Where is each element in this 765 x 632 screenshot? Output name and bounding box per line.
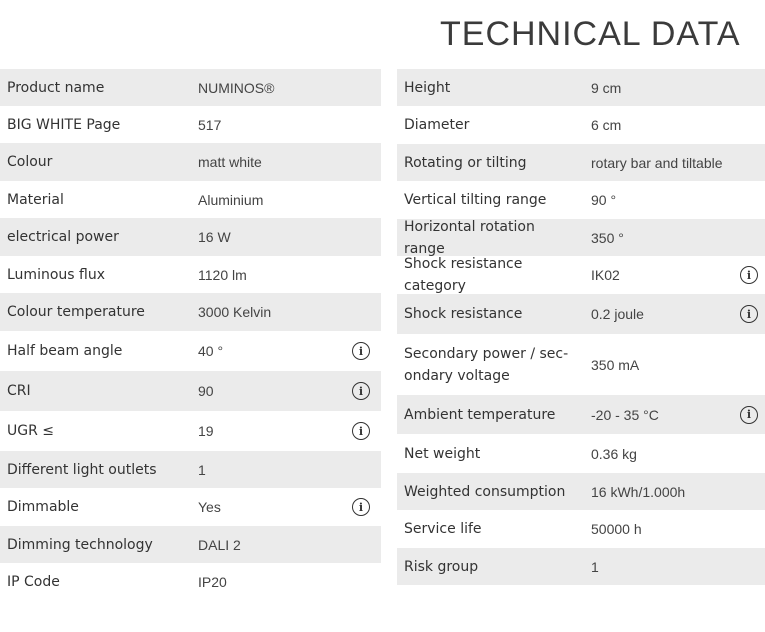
table-row bbox=[397, 144, 765, 181]
table-row bbox=[0, 451, 381, 488]
table-row bbox=[397, 181, 765, 219]
row-value: 350 mA bbox=[591, 356, 640, 373]
row-label: Rotating or tilting bbox=[404, 154, 527, 171]
info-icon[interactable]: i bbox=[740, 406, 758, 424]
row-value: DALI 2 bbox=[198, 536, 241, 553]
row-value: 1 bbox=[198, 461, 206, 478]
row-label: Shock resistance category bbox=[404, 256, 523, 294]
table-row bbox=[0, 331, 381, 371]
row-label: Diameter bbox=[404, 117, 470, 133]
row-value: Yes bbox=[198, 499, 221, 515]
table-row bbox=[397, 294, 765, 334]
row-value: 0.2 joule bbox=[591, 306, 644, 322]
row-label: Luminous flux bbox=[7, 266, 105, 283]
row-value: -20 - 35 °C bbox=[591, 406, 659, 423]
table-row bbox=[0, 293, 381, 331]
table-row bbox=[0, 256, 381, 293]
row-value: 16 W bbox=[198, 229, 231, 245]
info-icon[interactable]: i bbox=[740, 266, 758, 284]
info-icon[interactable]: i bbox=[352, 342, 370, 360]
row-label: Vertical tilting range bbox=[404, 192, 547, 208]
row-label: Product name bbox=[7, 79, 105, 96]
table-row bbox=[0, 69, 381, 106]
row-value: IK02 bbox=[591, 267, 620, 283]
row-value: 1120 lm bbox=[198, 266, 247, 283]
table-row bbox=[397, 473, 765, 510]
row-label: Weighted consumption bbox=[404, 483, 566, 500]
table-row bbox=[0, 411, 381, 451]
info-icon[interactable]: i bbox=[352, 422, 370, 440]
row-label: electrical power bbox=[7, 229, 119, 245]
row-value: 19 bbox=[198, 423, 214, 439]
row-value: 50000 h bbox=[591, 521, 642, 537]
table-row bbox=[397, 434, 765, 473]
row-label: Horizontal rotation range bbox=[404, 218, 535, 257]
row-label: Material bbox=[7, 191, 64, 208]
row-value: rotary bar and tiltable bbox=[591, 154, 723, 171]
table-row bbox=[397, 334, 765, 395]
row-label: Colour temperature bbox=[7, 304, 145, 320]
row-label: Net weight bbox=[404, 445, 481, 462]
row-value: 0.36 kg bbox=[591, 445, 637, 462]
table-row bbox=[0, 563, 381, 601]
table-row bbox=[0, 218, 381, 256]
row-label: Half beam angle bbox=[7, 343, 123, 359]
row-value: 90 ° bbox=[591, 192, 617, 208]
row-value: 517 bbox=[198, 116, 222, 133]
row-value: NUMINOS® bbox=[198, 79, 275, 96]
technical-data-table-right bbox=[397, 69, 765, 585]
row-value: 9 cm bbox=[591, 79, 622, 96]
row-label: Ambient temperature bbox=[404, 406, 556, 423]
table-row bbox=[0, 526, 381, 563]
row-value: 6 cm bbox=[591, 117, 622, 133]
info-icon[interactable]: i bbox=[352, 498, 370, 516]
row-label: CRI bbox=[7, 383, 31, 399]
row-label: Dimmable bbox=[7, 499, 79, 515]
table-row bbox=[0, 488, 381, 526]
table-row bbox=[0, 106, 381, 143]
row-value: IP20 bbox=[198, 574, 227, 590]
row-value: matt white bbox=[198, 154, 262, 170]
table-row bbox=[0, 143, 381, 181]
row-value: 90 bbox=[198, 383, 214, 399]
info-icon[interactable]: i bbox=[740, 305, 758, 323]
row-value: 16 kWh/1.000h bbox=[591, 483, 686, 500]
row-label: Service life bbox=[404, 521, 482, 537]
row-label: IP Code bbox=[7, 574, 60, 590]
row-label: Height bbox=[404, 79, 451, 96]
page-title: TECHNICAL DATA bbox=[440, 15, 741, 53]
row-value: 350 ° bbox=[591, 229, 624, 246]
table-row bbox=[397, 510, 765, 548]
row-value: Aluminium bbox=[198, 191, 264, 208]
row-label: Different light outlets bbox=[7, 461, 157, 478]
row-label: BIG WHITE Page bbox=[7, 116, 121, 133]
row-label: Secondary power / sec- ondary voltage bbox=[404, 345, 569, 384]
table-row bbox=[397, 69, 765, 106]
row-value: 3000 Kelvin bbox=[198, 304, 272, 320]
technical-data-table-left bbox=[0, 69, 381, 601]
table-row bbox=[397, 106, 765, 144]
table-row bbox=[0, 181, 381, 218]
table-row bbox=[397, 395, 765, 434]
row-label: Shock resistance bbox=[404, 306, 523, 322]
table-row bbox=[397, 548, 765, 585]
table-row bbox=[0, 371, 381, 411]
row-label: Colour bbox=[7, 154, 53, 170]
row-label: Risk group bbox=[404, 558, 479, 575]
table-row bbox=[397, 256, 765, 294]
row-label: UGR ≤ bbox=[7, 423, 55, 439]
row-value: 40 ° bbox=[198, 343, 224, 359]
row-label: Dimming technology bbox=[7, 536, 153, 553]
table-row bbox=[397, 219, 765, 256]
row-value: 1 bbox=[591, 558, 599, 575]
info-icon[interactable]: i bbox=[352, 382, 370, 400]
